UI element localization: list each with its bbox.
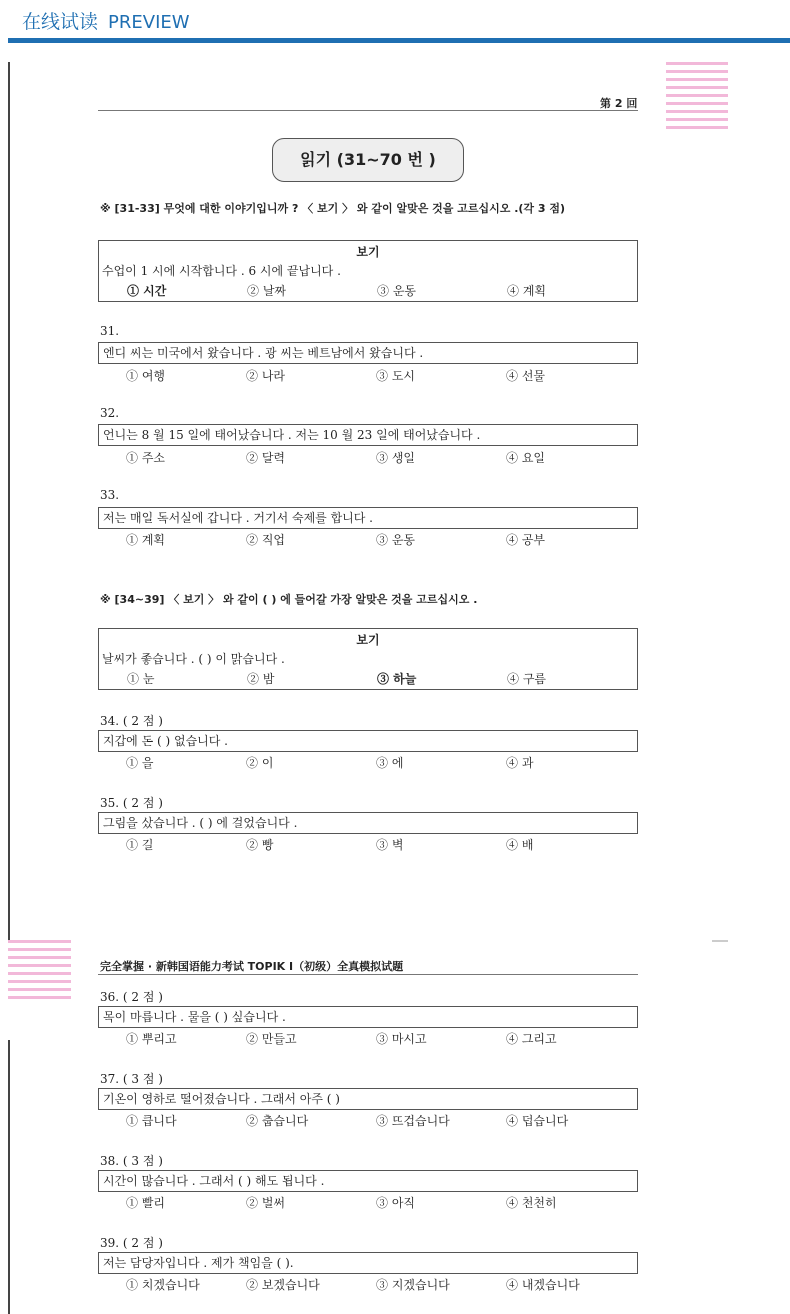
option[interactable]: ④ 요일: [506, 451, 545, 465]
question-box-33: 저는 매일 독서실에 갑니다 . 거기서 숙제를 합니다 .: [98, 507, 638, 529]
question-box-37: 기온이 영하로 떨어졌습니다 . 그래서 아주 ( ): [98, 1088, 638, 1110]
instruction-31-33: ※ [31-33] 무엇에 대한 이야기입니까 ? 〈 보기 〉 와 같이 알맞은 것을 고르십시오 .(각 3 점): [100, 202, 565, 215]
example-box-1: [98, 240, 638, 302]
option[interactable]: ② 춥습니다: [246, 1114, 309, 1128]
decorative-stripes-top: [666, 62, 728, 134]
question-number-39: 39. ( 2 점 ): [100, 1236, 163, 1250]
option: ③ 운동: [377, 284, 416, 298]
question-box-31: 엔디 씨는 미국에서 왔습니다 . 광 씨는 베트남에서 왔습니다 .: [98, 342, 638, 364]
book-title: 完全掌握 · 新韩国语能力考试 TOPIK Ⅰ（初级）全真模拟试题: [100, 960, 404, 973]
question-number-36: 36. ( 2 점 ): [100, 990, 163, 1004]
option[interactable]: ④ 과: [506, 756, 534, 770]
option: ① 시간: [127, 284, 167, 298]
option: ② 밤: [247, 672, 275, 686]
options-36: [98, 1030, 638, 1050]
question-box-34: 지갑에 돈 ( ) 없습니다 .: [98, 730, 638, 752]
option[interactable]: ④ 덥습니다: [506, 1114, 569, 1128]
option: ③ 하늘: [377, 672, 417, 686]
options-38: [98, 1194, 638, 1214]
option[interactable]: ① 큽니다: [126, 1114, 177, 1128]
question-number-35: 35. ( 2 점 ): [100, 796, 163, 810]
example-options: [99, 282, 639, 302]
option[interactable]: ③ 마시고: [376, 1032, 427, 1046]
option[interactable]: ① 뿌리고: [126, 1032, 177, 1046]
question-box-32: 언니는 8 월 15 일에 태어났습니다 . 저는 10 월 23 일에 태어났습니다 .: [98, 424, 638, 446]
book-title-rule: [98, 974, 638, 975]
instruction-34-39: ※ [34~39] 〈 보기 〉 와 같이 ( ) 에 들어갈 가장 알맞은 것을 고르십시오 .: [100, 593, 478, 606]
question-box-39: 저는 담당자입니다 . 제가 책임을 ( ).: [98, 1252, 638, 1274]
option: ④ 구름: [507, 672, 546, 686]
example-box-2: [98, 628, 638, 690]
preview-header: [0, 0, 790, 40]
header-title: [22, 7, 190, 34]
header-title-en: PREVIEW: [108, 12, 190, 33]
question-box-36: 목이 마릅니다 . 물을 ( ) 싶습니다 .: [98, 1006, 638, 1028]
option[interactable]: ③ 뜨겁습니다: [376, 1114, 450, 1128]
header-divider: [8, 38, 790, 43]
page-number: 第 2 回: [600, 97, 638, 110]
option[interactable]: ① 빨리: [126, 1196, 165, 1210]
options-35: [98, 836, 638, 856]
options-31: [98, 367, 638, 387]
question-box-35: 그림을 샀습니다 . ( ) 에 걸었습니다 .: [98, 812, 638, 834]
option[interactable]: ③ 도시: [376, 369, 415, 383]
example-sentence: 날씨가 좋습니다 . ( ) 이 맑습니다 .: [102, 652, 285, 666]
option[interactable]: ④ 내겠습니다: [506, 1278, 580, 1292]
section-title: 읽기 (31~70 번 ): [272, 138, 464, 182]
option[interactable]: ④ 그리고: [506, 1032, 557, 1046]
options-33: [98, 531, 638, 551]
option[interactable]: ① 계획: [126, 533, 165, 547]
option[interactable]: ② 벌써: [246, 1196, 285, 1210]
header-title-cn: 在线试读: [22, 11, 99, 33]
option[interactable]: ② 보겠습니다: [246, 1278, 320, 1292]
option[interactable]: ③ 아직: [376, 1196, 415, 1210]
option[interactable]: ④ 배: [506, 838, 534, 852]
options-39: [98, 1276, 638, 1296]
example-heading: 보기: [356, 245, 380, 259]
option[interactable]: ④ 공부: [506, 533, 545, 547]
option[interactable]: ③ 벽: [376, 838, 404, 852]
option[interactable]: ① 길: [126, 838, 154, 852]
option[interactable]: ① 치겠습니다: [126, 1278, 200, 1292]
option[interactable]: ② 직업: [246, 533, 285, 547]
question-number-31: 31.: [100, 324, 120, 338]
option[interactable]: ③ 지겠습니다: [376, 1278, 450, 1292]
option[interactable]: ④ 천천히: [506, 1196, 557, 1210]
option[interactable]: ① 주소: [126, 451, 165, 465]
option[interactable]: ② 나라: [246, 369, 285, 383]
header-rule: [98, 110, 638, 111]
page-left-border: [8, 62, 10, 942]
question-box-38: 시간이 많습니다 . 그래서 ( ) 해도 됩니다 .: [98, 1170, 638, 1192]
option[interactable]: ② 이: [246, 756, 274, 770]
example-sentence: 수업이 1 시에 시작합니다 . 6 시에 끝납니다 .: [102, 264, 341, 278]
option[interactable]: ② 달력: [246, 451, 285, 465]
question-number-34: 34. ( 2 점 ): [100, 714, 163, 728]
option[interactable]: ③ 생일: [376, 451, 415, 465]
option[interactable]: ③ 운동: [376, 533, 415, 547]
option[interactable]: ④ 선물: [506, 369, 545, 383]
option: ④ 계획: [507, 284, 546, 298]
question-number-32: 32.: [100, 406, 120, 420]
option[interactable]: ① 을: [126, 756, 154, 770]
options-37: [98, 1112, 638, 1132]
options-32: [98, 449, 638, 469]
option[interactable]: ① 여행: [126, 369, 165, 383]
example-heading: 보기: [356, 633, 380, 647]
page-left-border-2: [8, 1040, 10, 1314]
option[interactable]: ② 만들고: [246, 1032, 297, 1046]
question-number-38: 38. ( 3 점 ): [100, 1154, 163, 1168]
option: ② 날짜: [247, 284, 286, 298]
option[interactable]: ② 빵: [246, 838, 274, 852]
option[interactable]: ③ 에: [376, 756, 404, 770]
options-34: [98, 754, 638, 774]
example-options: [99, 670, 639, 690]
option: ① 눈: [127, 672, 155, 686]
question-number-37: 37. ( 3 점 ): [100, 1072, 163, 1086]
question-number-33: 33.: [100, 488, 120, 502]
decorative-stripes-bottom: [8, 940, 71, 1004]
decorative-tick: [712, 940, 728, 942]
